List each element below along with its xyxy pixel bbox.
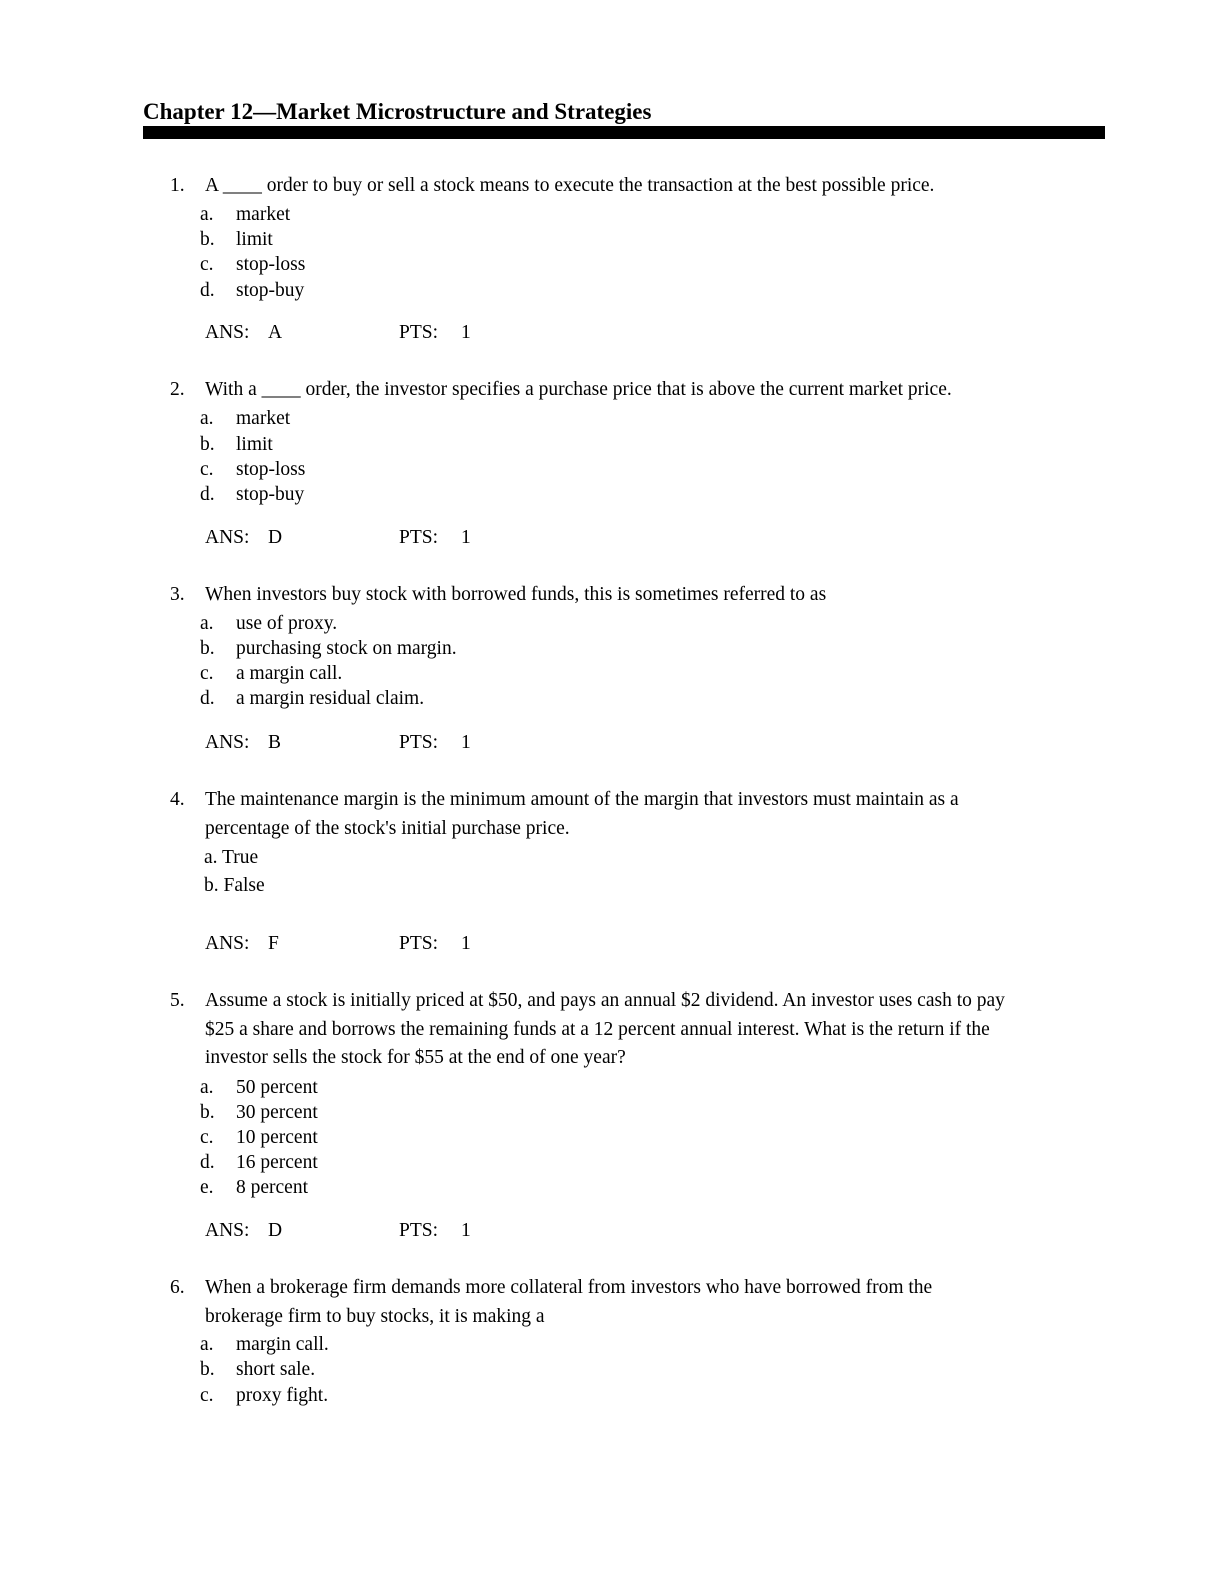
question-number: 5. [170,990,185,1011]
choice-text: margin call. [236,1334,329,1355]
title-rule [143,126,1105,139]
choice-letter: e. [200,1177,214,1198]
choice-letter: c. [200,459,214,480]
question-line: When a brokerage firm demands more collateral from investors who have borrowed from the [205,1277,933,1298]
choice-letter: b. [200,1359,215,1380]
question-text [205,581,1105,610]
choice-letter: d. [200,1152,215,1173]
question-number: 6. [170,1277,185,1298]
choice-text: 16 percent [236,1152,318,1173]
choice-letter: d. [200,280,215,301]
choice-text: market [236,408,291,429]
choice-letter: c. [200,1127,214,1148]
question-text [205,987,1105,1073]
question-line: A ____ order to buy or sell a stock means to execute the transaction at the best possible price. [205,175,935,196]
choice-text: 10 percent [236,1127,318,1148]
answer-label: ANS: [205,1220,250,1241]
choice-letter: c. [200,663,214,684]
choice-text: a margin call. [236,663,343,684]
question-line: percentage of the stock's initial purchase price. [205,817,570,839]
choice-text: short sale. [236,1359,316,1380]
choice-letter: b. [200,229,215,250]
question-line: Assume a stock is initially priced at $50, and pays an annual $2 dividend. An investor uses cash to pay [205,990,1005,1011]
question-line: brokerage firm to buy stocks, it is making a [205,1305,545,1327]
choice-letter: d. [200,688,215,709]
question-line: The maintenance margin is the minimum amount of the margin that investors must maintain as a [205,789,959,810]
question-line: When investors buy stock with borrowed funds, this is sometimes referred to as [205,584,827,605]
points-value: 1 [461,1220,471,1241]
choice-letter: d. [200,484,215,505]
points-value: 1 [461,527,471,548]
answer-value: F [268,933,279,954]
question-number: 3. [170,584,185,605]
question-text [205,1274,1105,1331]
question-number: 4. [170,789,185,810]
answer-value: D [268,527,283,548]
points-label: PTS: [399,527,439,548]
answer-value: B [268,732,282,753]
choice-text: limit [236,229,273,250]
choice-text: stop-loss [236,459,306,480]
choice-letter: b. [200,434,215,455]
answer-label: ANS: [205,527,250,548]
question-number: 1. [170,175,185,196]
question-text [205,786,1105,843]
answer-label: ANS: [205,732,250,753]
question-line: investor sells the stock for $55 at the end of one year? [205,1047,626,1068]
question-text [205,376,1105,405]
choice-text: proxy fight. [236,1385,329,1406]
question-line: With a ____ order, the investor specifies a purchase price that is above the current market price. [205,379,952,400]
choice-text: limit [236,434,273,455]
points-label: PTS: [399,732,439,753]
choice-text: market [236,204,291,225]
answer-value: A [268,322,283,343]
points-value: 1 [461,732,471,753]
question-line: $25 a share and borrows the remaining funds at a 12 percent annual interest. What is the return if the [205,1018,990,1040]
choice-text: 30 percent [236,1102,318,1123]
choice-letter: c. [200,1385,214,1406]
choice-letter: a. [200,613,214,634]
choice-text: stop-buy [236,484,305,505]
choice-letter: a. [200,408,214,429]
question-text [205,172,1105,201]
choice-text: stop-buy [236,280,305,301]
points-label: PTS: [399,322,439,343]
choice-letter: c. [200,254,214,275]
choice-text: purchasing stock on margin. [236,638,457,659]
choice-letter: b. [200,638,215,659]
choice-text: stop-loss [236,254,306,275]
choice-text: use of proxy. [236,613,338,634]
answer-label: ANS: [205,933,250,954]
points-label: PTS: [399,933,439,954]
choice-text: 8 percent [236,1177,309,1198]
page-title: Chapter 12—Market Microstructure and Strategies [143,99,652,124]
points-value: 1 [461,933,471,954]
true-false-choice: b. False [204,875,265,896]
question-number: 2. [170,379,185,400]
answer-value: D [268,1220,283,1241]
answer-label: ANS: [205,322,250,343]
choice-letter: a. [200,1077,214,1098]
points-value: 1 [461,322,471,343]
choice-text: a margin residual claim. [236,688,425,709]
choice-letter: a. [200,1334,214,1355]
points-label: PTS: [399,1220,439,1241]
choice-letter: b. [200,1102,215,1123]
choice-text: 50 percent [236,1077,318,1098]
choice-letter: a. [200,204,214,225]
true-false-choice: a. True [204,847,259,868]
